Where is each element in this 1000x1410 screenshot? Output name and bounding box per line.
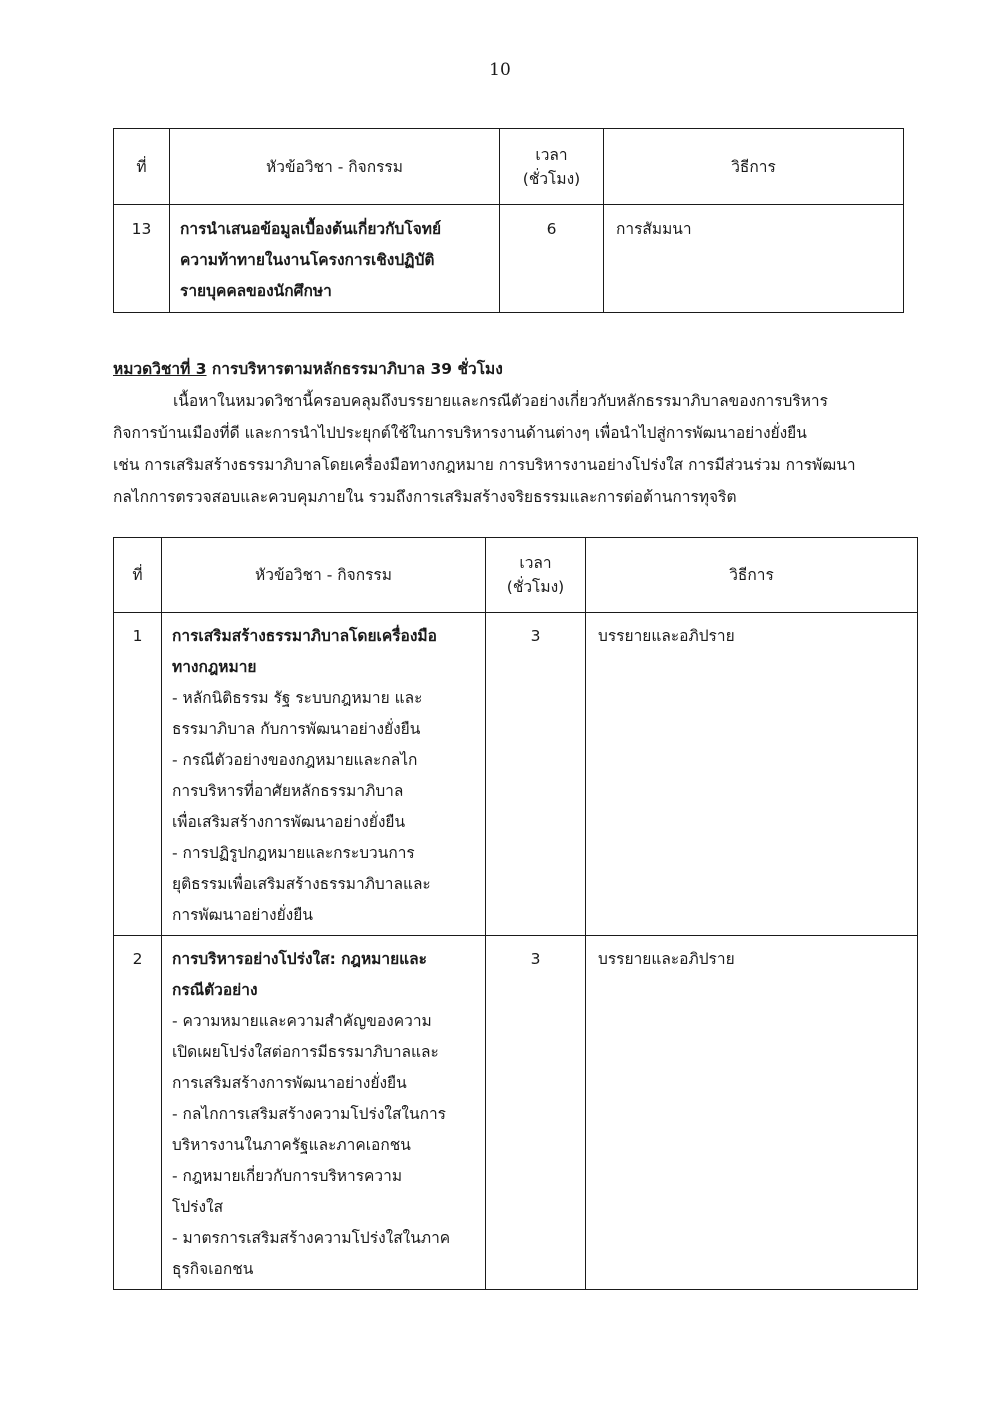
row-method: บรรยายและอภิปราย [586, 936, 918, 1290]
topic-detail-line: ยุติธรรมเพื่อเสริมสร้างธรรมาภิบาลและ [172, 875, 431, 893]
topic-title-line: การเสริมสร้างธรรมาภิบาลโดยเครื่องมือ [172, 627, 437, 645]
header-hours [486, 538, 586, 613]
topic-title-line: ความท้าทายในงานโครงการเชิงปฏิบัติ [180, 251, 435, 269]
course-table-1 [113, 128, 904, 313]
description-line: เช่น การเสริมสร้างธรรมาภิบาลโดยเครื่องมือทางกฎหมาย การบริหารงานอย่างโปร่งใส การมีส่วนร่วม การพัฒนา [113, 456, 856, 474]
section-3 [113, 353, 913, 513]
header-no: ที่ [114, 129, 170, 205]
course-table-2 [113, 537, 918, 1290]
header-hours-line2: (ชั่วโมง) [522, 169, 581, 188]
topic-detail-line: - กฎหมายเกี่ยวกับการบริหารความ [172, 1167, 403, 1185]
topic-detail-line: ธรรมาภิบาล กับการพัฒนาอย่างยั่งยืน [172, 720, 421, 738]
topic-detail-line: การพัฒนาอย่างยั่งยืน [172, 906, 313, 924]
topic-title-line: กรณีตัวอย่าง [172, 981, 258, 999]
header-topic: หัวข้อวิชา - กิจกรรม [162, 538, 486, 613]
description-line: กิจการบ้านเมืองที่ดี และการนำไปประยุกต์ใช้ในการบริหารงานด้านต่างๆ เพื่อนำไปสู่การพัฒนาอย่างยั่งยืน [113, 424, 807, 442]
header-method: วิธีการ [604, 129, 904, 205]
section-description [113, 385, 913, 513]
row-method: บรรยายและอภิปราย [586, 613, 918, 936]
table-row [114, 936, 918, 1290]
header-hours-line1: เวลา [519, 554, 552, 572]
header-topic: หัวข้อวิชา - กิจกรรม [170, 129, 500, 205]
topic-detail-line: การบริหารที่อาศัยหลักธรรมาภิบาล [172, 782, 404, 800]
row-hours: 3 [486, 936, 586, 1290]
topic-detail-line: - กลไกการเสริมสร้างความโปร่งใสในการ [172, 1105, 447, 1123]
table-header-row [114, 538, 918, 613]
section-heading-label: หมวดวิชาที่ 3 [113, 360, 207, 378]
topic-title-line: การนำเสนอข้อมูลเบื้องต้นเกี่ยวกับโจทย์ [180, 220, 442, 238]
table-row [114, 205, 904, 313]
header-no: ที่ [114, 538, 162, 613]
topic-detail-line: บริหารงานในภาครัฐและภาคเอกชน [172, 1136, 411, 1154]
row-number: 1 [114, 613, 162, 936]
row-number: 2 [114, 936, 162, 1290]
topic-detail-line: - การปฏิรูปกฎหมายและกระบวนการ [172, 844, 415, 862]
header-hours-line2: (ชั่วโมง) [506, 578, 565, 596]
header-hours-line1: เวลา [535, 145, 568, 164]
row-topic [170, 205, 500, 313]
header-hours [500, 129, 604, 205]
topic-detail-line: - กรณีตัวอย่างของกฎหมายและกลไก [172, 751, 418, 769]
topic-title-line: รายบุคคลของนักศึกษา [180, 282, 332, 300]
topic-detail-line: การเสริมสร้างการพัฒนาอย่างยั่งยืน [172, 1074, 407, 1092]
table-header-row [114, 129, 904, 205]
section-heading-title: การบริหารตามหลักธรรมาภิบาล 39 ชั่วโมง [206, 360, 503, 378]
page-number: 10 [489, 60, 511, 80]
row-hours: 6 [500, 205, 604, 313]
table-row [114, 613, 918, 936]
row-topic [162, 936, 486, 1290]
topic-detail-line: - หลักนิติธรรม รัฐ ระบบกฎหมาย และ [172, 689, 423, 707]
topic-detail-line: โปร่งใส [172, 1198, 224, 1216]
row-topic [162, 613, 486, 936]
row-method: การสัมมนา [604, 205, 904, 313]
topic-title-line: ทางกฎหมาย [172, 658, 257, 676]
topic-detail-line: เปิดเผยโปร่งใสต่อการมีธรรมาภิบาลและ [172, 1043, 439, 1061]
topic-detail-line: - ความหมายและความสำคัญของความ [172, 1012, 432, 1030]
row-number: 13 [114, 205, 170, 313]
description-line: กลไกการตรวจสอบและควบคุมภายใน รวมถึงการเสริมสร้างจริยธรรมและการต่อต้านการทุจริต [113, 488, 737, 506]
topic-detail-line: ธุรกิจเอกชน [172, 1260, 254, 1278]
section-heading [113, 353, 913, 385]
topic-detail-line: - มาตรการเสริมสร้างความโปร่งใสในภาค [172, 1229, 451, 1247]
topic-detail-line: เพื่อเสริมสร้างการพัฒนาอย่างยั่งยืน [172, 813, 406, 831]
row-hours: 3 [486, 613, 586, 936]
header-method: วิธีการ [586, 538, 918, 613]
description-line: เนื้อหาในหมวดวิชานี้ครอบคลุมถึงบรรยายและกรณีตัวอย่างเกี่ยวกับหลักธรรมาภิบาลของการบริหาร [173, 392, 828, 410]
topic-title-line: การบริหารอย่างโปร่งใส: กฎหมายและ [172, 950, 427, 968]
